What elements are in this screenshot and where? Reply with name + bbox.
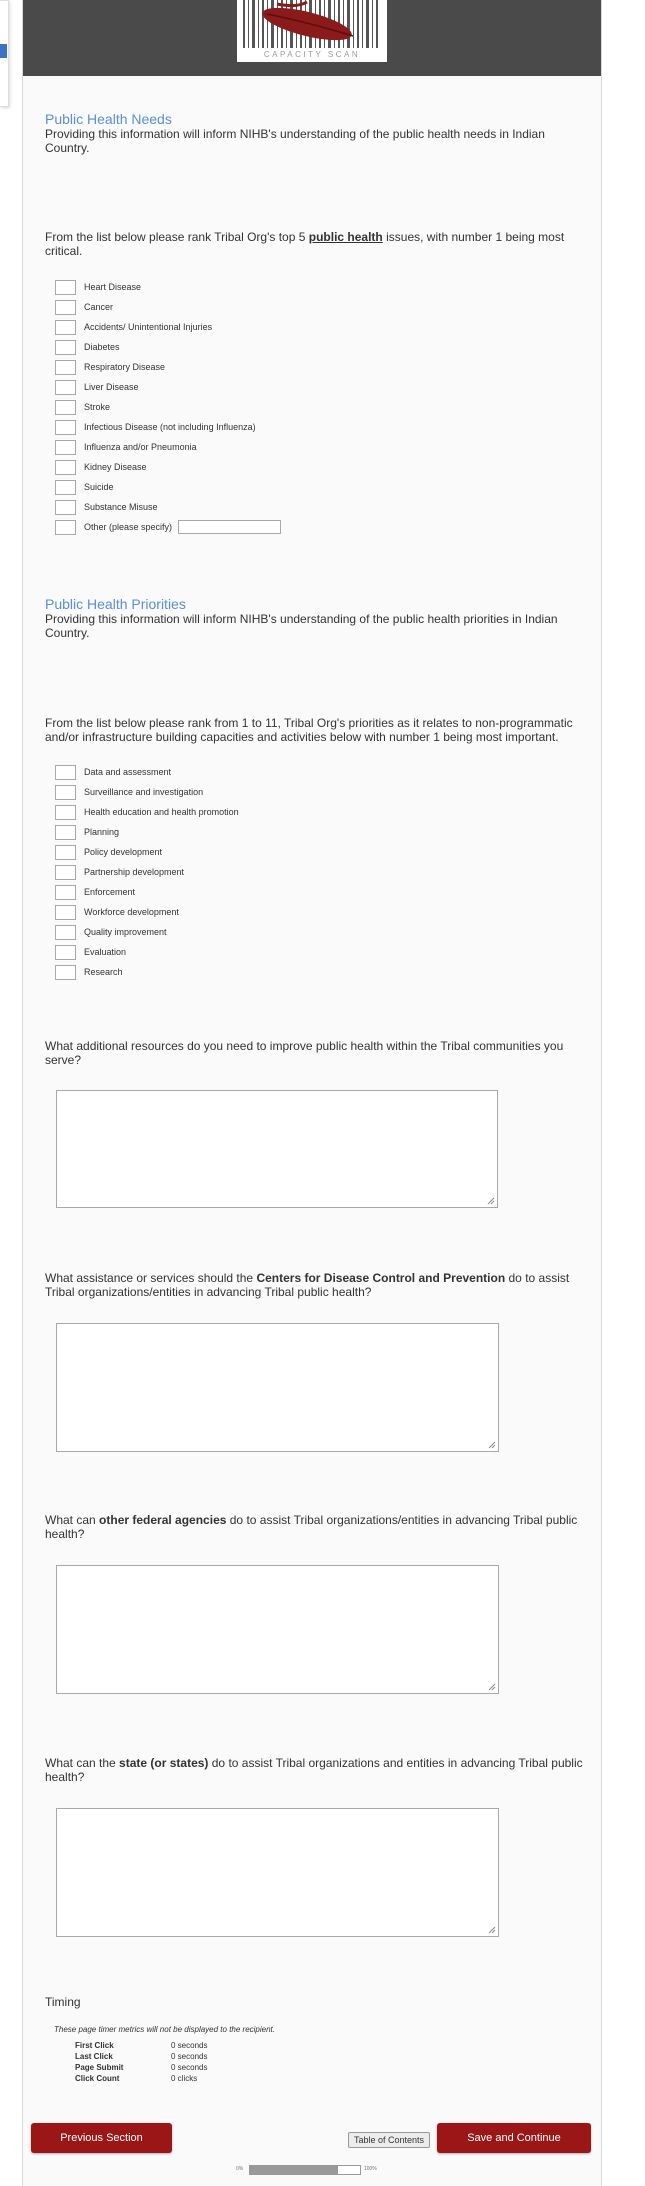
rank-row — [55, 437, 281, 457]
rank-label: Evaluation — [84, 947, 127, 957]
timing-title: Timing — [45, 1995, 81, 2009]
rank-label: Quality improvement — [84, 927, 167, 937]
question-emphasis: public health — [308, 230, 383, 244]
rank-label: Suicide — [84, 482, 114, 492]
question-text: do to assist Tribal organizations and entities in advancing Tribal public health? — [45, 1756, 583, 1784]
timing-value: 0 clicks — [171, 2074, 198, 2083]
rank-input[interactable] — [55, 765, 76, 780]
rank-label: Enforcement — [84, 887, 136, 897]
rank-input[interactable] — [55, 965, 76, 980]
progress-fill — [250, 2166, 338, 2174]
timing-metrics — [75, 2040, 207, 2084]
rank-input[interactable] — [55, 805, 76, 820]
resize-grip-icon[interactable] — [487, 1197, 495, 1205]
side-tab-widget[interactable] — [0, 0, 9, 107]
rank-row — [55, 842, 239, 862]
question-text: From the list below please rank Tribal Org's top 5 — [45, 230, 309, 244]
section-title-needs: Public Health Needs — [45, 111, 172, 127]
section-intro-needs: Providing this information will inform NIHB's understanding of the public health needs in Indian Country. — [45, 127, 545, 155]
rank-input[interactable] — [55, 400, 76, 415]
timing-label: First Click — [75, 2041, 114, 2050]
rank-label: Influenza and/or Pneumonia — [84, 442, 197, 452]
resize-grip-icon[interactable] — [488, 1441, 496, 1449]
question-rank-priorities: From the list below please rank from 1 to 11, Tribal Org's priorities as it relates to non-programmatic and/or infrastructure building capacities and activities below with number 1 being most important. — [45, 716, 573, 744]
rank-row — [55, 457, 281, 477]
rank-label: Accidents/ Unintentional Injuries — [84, 322, 213, 332]
save-and-continue-button[interactable]: Save and Continue — [437, 2123, 591, 2153]
timing-row — [75, 2051, 207, 2062]
rank-row — [55, 822, 239, 842]
question-cdc-assistance — [45, 1271, 585, 1299]
rank-row — [55, 477, 281, 497]
rank-row — [55, 782, 239, 802]
section-title-priorities: Public Health Priorities — [45, 596, 186, 612]
resources-textarea[interactable] — [56, 1090, 498, 1208]
question-federal-agencies — [45, 1513, 585, 1541]
question-text: What assistance or services should the — [45, 1271, 257, 1285]
nihb-logo — [237, 0, 387, 62]
rank-row — [55, 802, 239, 822]
rank-input[interactable] — [55, 360, 76, 375]
rank-input[interactable] — [55, 945, 76, 960]
side-tab-marker — [0, 44, 7, 58]
rank-row — [55, 517, 281, 537]
state-textarea[interactable] — [56, 1808, 499, 1937]
other-specify-input[interactable] — [178, 520, 281, 534]
question-rank-needs — [45, 230, 585, 258]
survey-header — [23, 0, 601, 76]
question-emphasis: other federal agencies — [99, 1513, 227, 1527]
resize-grip-icon[interactable] — [488, 1683, 496, 1691]
rank-row — [55, 882, 239, 902]
rank-row — [55, 922, 239, 942]
rank-row — [55, 337, 281, 357]
rank-input[interactable] — [55, 300, 76, 315]
rank-label: Substance Misuse — [84, 502, 158, 512]
question-text: What can — [45, 1513, 100, 1527]
rank-input[interactable] — [55, 905, 76, 920]
rank-input[interactable] — [55, 925, 76, 940]
rank-label: Other (please specify) — [84, 522, 173, 532]
rank-input[interactable] — [55, 440, 76, 455]
timing-value: 0 seconds — [171, 2063, 208, 2072]
rank-input[interactable] — [55, 885, 76, 900]
previous-section-button[interactable]: Previous Section — [31, 2123, 172, 2153]
timing-label: Click Count — [75, 2074, 120, 2083]
progress-bar — [236, 2165, 377, 2175]
rank-input[interactable] — [55, 825, 76, 840]
rank-row — [55, 497, 281, 517]
question-emphasis: Centers for Disease Control and Prevention — [256, 1271, 506, 1285]
survey-page — [22, 0, 602, 2186]
progress-end-label: 100% — [364, 2166, 377, 2172]
rank-row — [55, 317, 281, 337]
rank-label: Kidney Disease — [84, 462, 147, 472]
rank-input[interactable] — [55, 785, 76, 800]
rank-row — [55, 297, 281, 317]
timing-label: Last Click — [75, 2052, 113, 2061]
rank-input[interactable] — [55, 380, 76, 395]
rank-input[interactable] — [55, 460, 76, 475]
rank-label: Respiratory Disease — [84, 362, 166, 372]
rank-label: Infectious Disease (not including Influenza) — [84, 422, 256, 432]
rank-input[interactable] — [55, 520, 76, 535]
rank-label: Heart Disease — [84, 282, 142, 292]
federal-agencies-textarea[interactable] — [56, 1565, 499, 1694]
logo-caption: CAPACITY SCAN — [263, 50, 361, 59]
question-text: do to assist Tribal organizations/entities in advancing Tribal public health? — [45, 1513, 578, 1541]
rank-input[interactable] — [55, 340, 76, 355]
rank-label: Liver Disease — [84, 382, 139, 392]
rank-row — [55, 417, 281, 437]
rank-row — [55, 397, 281, 417]
rank-input[interactable] — [55, 865, 76, 880]
rank-input[interactable] — [55, 320, 76, 335]
rank-label: Data and assessment — [84, 767, 172, 777]
rank-row — [55, 942, 239, 962]
rank-label: Diabetes — [84, 342, 120, 352]
question-state-assistance — [45, 1756, 585, 1784]
section-intro-priorities: Providing this information will inform NIHB's understanding of the public health priorities in Indian Country. — [45, 612, 558, 640]
rank-row — [55, 377, 281, 397]
rank-row — [55, 862, 239, 882]
rank-label: Planning — [84, 827, 120, 837]
timing-row — [75, 2062, 207, 2073]
rank-label: Research — [84, 967, 123, 977]
rank-label: Health education and health promotion — [84, 807, 239, 817]
timing-value: 0 seconds — [171, 2052, 208, 2061]
rank-input[interactable] — [55, 420, 76, 435]
question-additional-resources: What additional resources do you need to improve public health within the Tribal communities you serve? — [45, 1039, 564, 1067]
progress-start-label: 0% — [236, 2166, 244, 2172]
rank-label: Cancer — [84, 302, 114, 312]
rank-label: Partnership development — [84, 867, 185, 877]
timing-row — [75, 2040, 207, 2051]
timing-label: Page Submit — [75, 2063, 124, 2072]
rank-label: Workforce development — [84, 907, 179, 917]
rank-row — [55, 962, 239, 982]
progress-track — [249, 2165, 361, 2175]
rank-row — [55, 357, 281, 377]
rank-row — [55, 277, 281, 297]
timing-note: These page timer metrics will not be displayed to the recipient. — [54, 2025, 275, 2034]
timing-value: 0 seconds — [171, 2041, 208, 2050]
rank-list-priorities — [55, 762, 239, 982]
table-of-contents-button[interactable]: Table of Contents — [348, 2132, 430, 2148]
question-text: What can the — [45, 1756, 120, 1770]
rank-input[interactable] — [55, 500, 76, 515]
rank-row — [55, 762, 239, 782]
rank-input[interactable] — [55, 480, 76, 495]
rank-list-needs — [55, 277, 281, 537]
rank-label: Surveillance and investigation — [84, 787, 204, 797]
cdc-textarea[interactable] — [56, 1323, 499, 1452]
rank-input[interactable] — [55, 280, 76, 295]
rank-label: Policy development — [84, 847, 163, 857]
question-emphasis: state (or states) — [119, 1756, 209, 1770]
rank-input[interactable] — [55, 845, 76, 860]
resize-grip-icon[interactable] — [488, 1926, 496, 1934]
rank-label: Stroke — [84, 402, 111, 412]
timing-row — [75, 2073, 207, 2084]
question-text: do to assist Tribal organizations/entities in advancing Tribal public health? — [45, 1271, 570, 1299]
question-text: issues, with number 1 being most critical. — [45, 230, 565, 258]
rank-row — [55, 902, 239, 922]
